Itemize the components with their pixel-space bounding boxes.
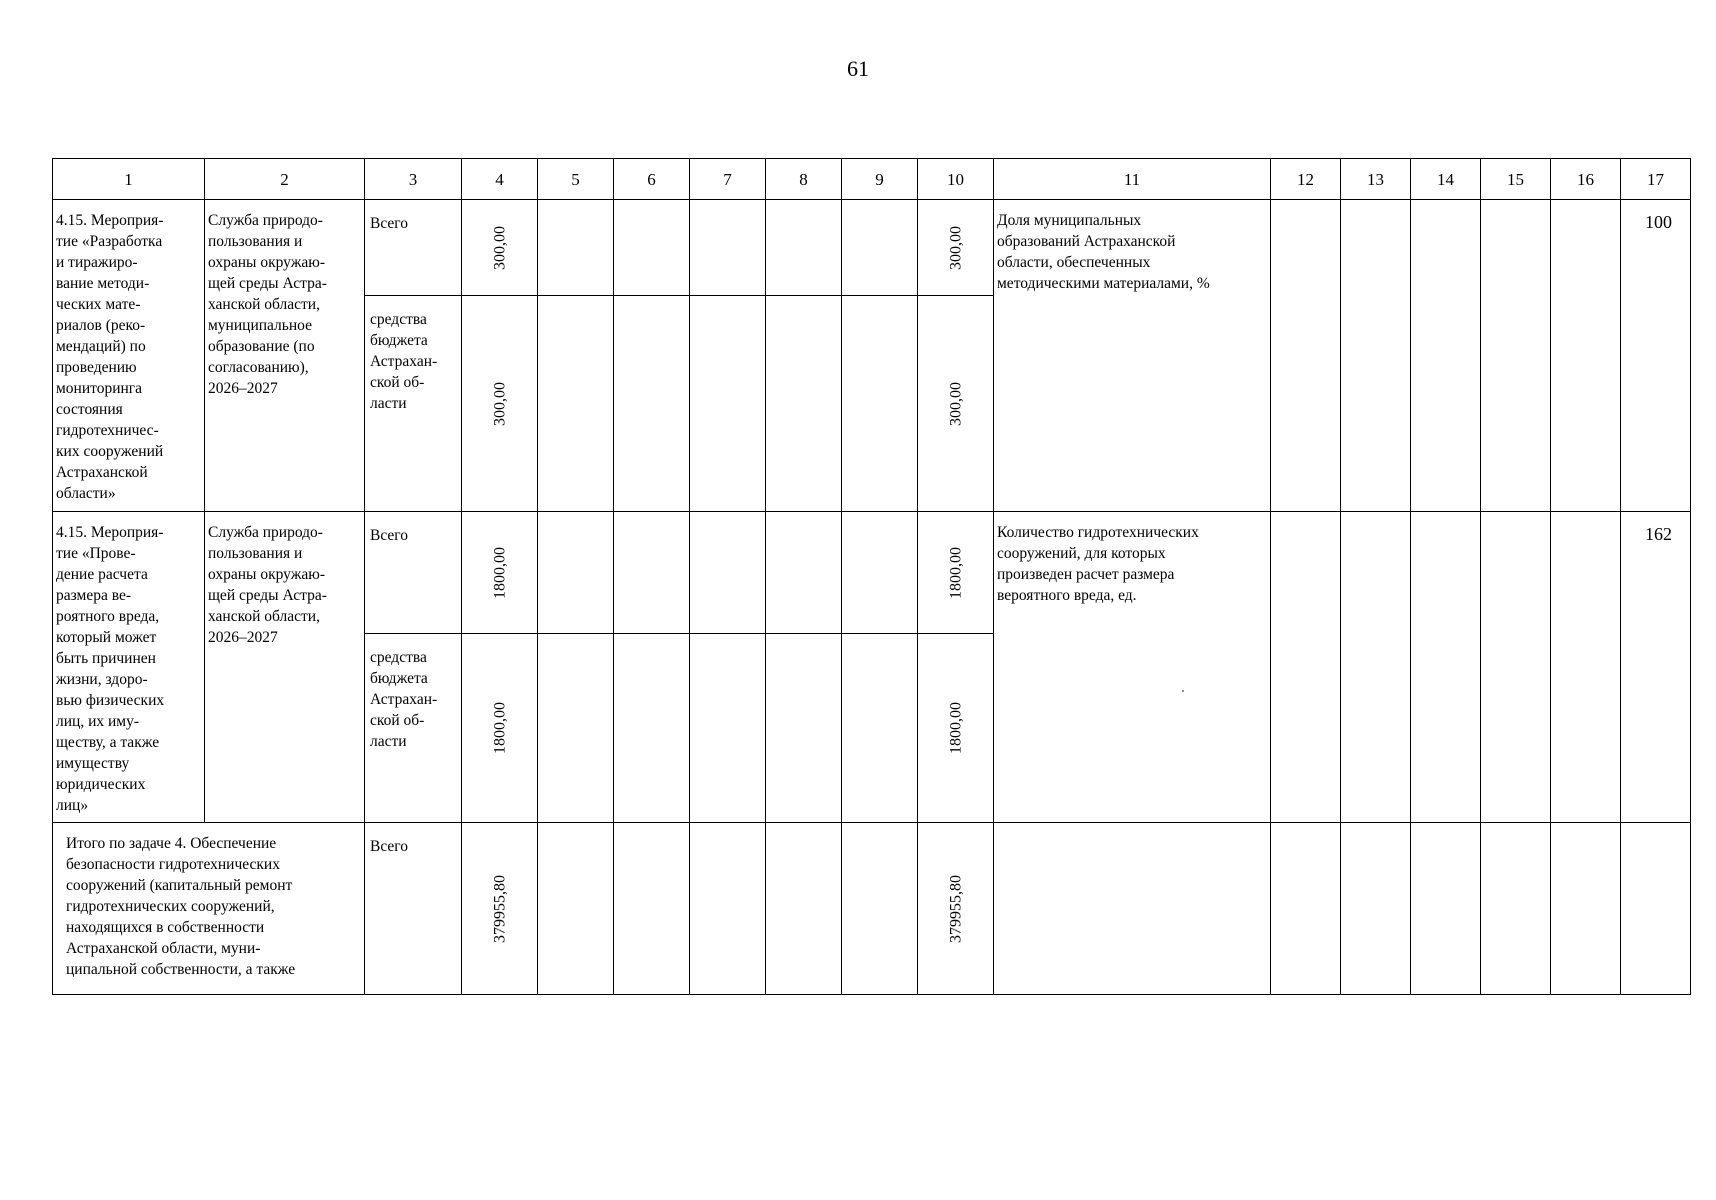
column-number: 7 (690, 159, 766, 200)
measure-name: 4.15. Мероприя- тие «Прове- дение расчета размера ве- роятного вреда, который может быть причинен жизни, здоро- вью физических лиц, их иму- ществу, а также имуществу юридических лиц» (56, 524, 165, 814)
indicator-value-cell (1621, 512, 1691, 823)
empty-cell (538, 200, 614, 296)
empty-cell (1481, 512, 1551, 823)
task-summary-row (53, 823, 1691, 995)
empty-cell (614, 634, 690, 823)
column-number: 16 (1551, 159, 1621, 200)
funding-source-cell (365, 200, 462, 296)
indicator-cell (994, 200, 1271, 512)
empty-cell (842, 200, 918, 296)
amount-cell-col4 (462, 634, 538, 823)
empty-cell (1341, 200, 1411, 512)
amount-cell-col4 (462, 512, 538, 634)
empty-cell (1271, 823, 1341, 995)
empty-cell (1411, 512, 1481, 823)
amount-value: 300,00 (947, 225, 964, 270)
empty-cell (1481, 200, 1551, 512)
column-number: 13 (1341, 159, 1411, 200)
amount-value: 300,00 (491, 225, 508, 270)
column-number: 11 (994, 159, 1271, 200)
measure-row-total (53, 200, 1691, 296)
column-number: 9 (842, 159, 918, 200)
indicator-value: 162 (1645, 524, 1672, 544)
empty-cell (1551, 823, 1621, 995)
empty-cell (1341, 823, 1411, 995)
empty-cell (1271, 200, 1341, 512)
empty-cell (1341, 512, 1411, 823)
empty-cell (538, 512, 614, 634)
measure-row-total (53, 512, 1691, 634)
amount-value: 300,00 (491, 381, 508, 426)
empty-cell (1551, 512, 1621, 823)
empty-cell (614, 823, 690, 995)
indicator-value: 100 (1645, 212, 1672, 232)
measure-name-cell (53, 512, 205, 823)
amount-value: 1800,00 (947, 702, 964, 754)
empty-cell (1621, 823, 1691, 995)
empty-cell (1411, 200, 1481, 512)
amount-cell-col10 (918, 512, 994, 634)
funding-source-label: Всего (370, 838, 409, 855)
empty-cell (842, 512, 918, 634)
task-summary-label: Итого по задаче 4. Обеспечение безопасности гидротехнических сооружений (капитальный ремонт гидротехнических сооружений, находящихся в собственности Астраханской области, муни- ципальной собственности, а также (66, 835, 296, 978)
empty-cell (766, 512, 842, 634)
empty-cell (690, 512, 766, 634)
column-number: 15 (1481, 159, 1551, 200)
funding-source-label: средства бюджета Астрахан- ской об- ласти (370, 649, 438, 750)
executor-cell (205, 512, 365, 823)
indicator-cell (994, 512, 1271, 823)
scan-speck (1182, 690, 1184, 692)
empty-cell (690, 634, 766, 823)
column-number: 4 (462, 159, 538, 200)
empty-cell (1411, 823, 1481, 995)
column-number: 3 (365, 159, 462, 200)
amount-value: 379955,80 (491, 874, 508, 943)
amount-cell-col10 (918, 200, 994, 296)
empty-cell (690, 296, 766, 512)
column-number: 17 (1621, 159, 1691, 200)
page-number: 61 (847, 56, 869, 81)
funding-source-cell (365, 823, 462, 995)
column-number-row (53, 159, 1691, 200)
empty-cell (766, 823, 842, 995)
empty-cell (538, 823, 614, 995)
funding-source-label: средства бюджета Астрахан- ской об- ласти (370, 311, 438, 412)
measure-name: 4.15. Мероприя- тие «Разработка и тиражиро- вание методи- ческих мате- риалов (реко- мендаций) по проведению мониторинга состояния гидротехничес- ких сооружений Астраханской области» (56, 212, 164, 502)
empty-cell (994, 823, 1271, 995)
empty-cell (614, 200, 690, 296)
empty-cell (766, 200, 842, 296)
column-number: 8 (766, 159, 842, 200)
indicator-text: Доля муниципальных образований Астраханской области, обеспеченных методическими материалами, % (997, 212, 1210, 292)
executor-text: Служба природо- пользования и охраны окружаю- щей среды Астра- ханской области, 2026–2027 (208, 524, 327, 646)
amount-cell-col10 (918, 634, 994, 823)
amount-value: 1800,00 (491, 546, 508, 599)
amount-cell-col4 (462, 823, 538, 995)
column-number: 2 (205, 159, 365, 200)
column-number: 6 (614, 159, 690, 200)
funding-source-cell (365, 634, 462, 823)
amount-cell-col10 (918, 296, 994, 512)
empty-cell (690, 823, 766, 995)
program-measures-table (52, 158, 1691, 995)
empty-cell (614, 296, 690, 512)
empty-cell (842, 823, 918, 995)
column-number: 1 (53, 159, 205, 200)
empty-cell (690, 200, 766, 296)
empty-cell (1271, 512, 1341, 823)
amount-cell-col4 (462, 296, 538, 512)
funding-source-label: Всего (370, 215, 409, 232)
empty-cell (1551, 200, 1621, 512)
empty-cell (614, 512, 690, 634)
task-summary-label-cell (53, 823, 365, 995)
indicator-text: Количество гидротехнических сооружений, для которых произведен расчет размера вероятного вреда, ед. (997, 524, 1199, 604)
column-number: 10 (918, 159, 994, 200)
amount-value: 1800,00 (491, 702, 508, 754)
column-number: 12 (1271, 159, 1341, 200)
amount-cell-col4 (462, 200, 538, 296)
empty-cell (842, 296, 918, 512)
amount-value: 1800,00 (947, 546, 964, 599)
funding-source-label: Всего (370, 527, 409, 544)
executor-text: Служба природо- пользования и охраны окружаю- щей среды Астра- ханской области, муниципальное образование (по согласованию), 2026–2027 (208, 212, 327, 397)
column-number: 14 (1411, 159, 1481, 200)
amount-value: 300,00 (947, 381, 964, 426)
empty-cell (842, 634, 918, 823)
empty-cell (766, 634, 842, 823)
funding-source-cell (365, 296, 462, 512)
amount-value: 379955,80 (947, 874, 964, 943)
funding-source-cell (365, 512, 462, 634)
column-number: 5 (538, 159, 614, 200)
empty-cell (1481, 823, 1551, 995)
measure-name-cell (53, 200, 205, 512)
empty-cell (766, 296, 842, 512)
empty-cell (538, 634, 614, 823)
amount-cell-col10 (918, 823, 994, 995)
executor-cell (205, 200, 365, 512)
empty-cell (538, 296, 614, 512)
indicator-value-cell (1621, 200, 1691, 512)
